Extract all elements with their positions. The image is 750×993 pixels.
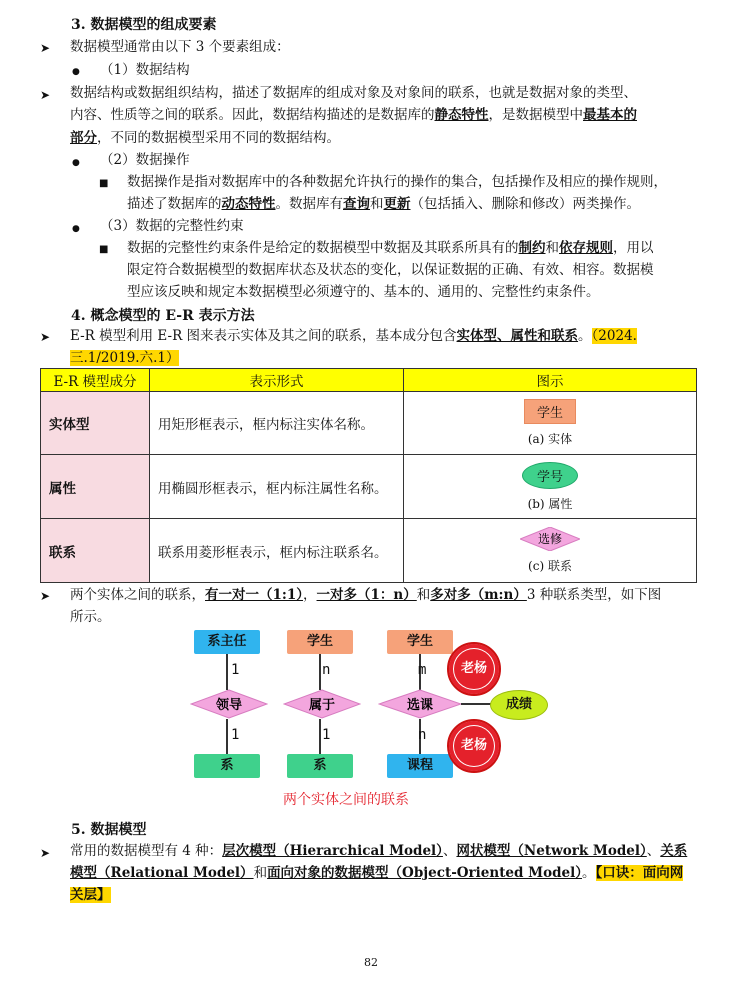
arrow-bullet: ➤ bbox=[40, 846, 51, 860]
para-structure-2: 内容、性质等之间的联系。因此，数据结构描述的是数据库的静态特性，是数据模型中最基本的 bbox=[70, 107, 637, 123]
svg-text:属于: 属于 bbox=[308, 698, 336, 713]
entity-box-dept-2: 系 bbox=[287, 754, 353, 778]
table-header: 图示 bbox=[404, 369, 697, 392]
item-integrity: （3）数据的完整性约束 bbox=[100, 218, 244, 234]
sec3-intro: 数据模型通常由以下 3 个要素组成： bbox=[70, 39, 290, 55]
section-5-title: 5. 数据模型 bbox=[71, 822, 147, 838]
diagram-caption: 两个实体之间的联系 bbox=[283, 792, 409, 808]
para-structure-3: 部分，不同的数据模型采用不同的数据结构。 bbox=[70, 130, 340, 146]
entity-box-course: 课程 bbox=[387, 754, 453, 778]
dot-bullet: ● bbox=[72, 224, 80, 234]
para-integrity-2: 限定符合数据模型的数据库状态及状态的变化，以保证数据的正确、有效、相容。数据模 bbox=[127, 262, 654, 278]
relation-types-para-2: 所示。 bbox=[70, 609, 111, 625]
cardinality-label: m bbox=[418, 662, 427, 678]
dot-bullet: ● bbox=[72, 158, 80, 168]
table-row: 联系 联系用菱形框表示，框内标注联系名。 选修 (c) 联系 bbox=[41, 519, 697, 583]
cardinality-label: 1 bbox=[231, 727, 240, 743]
svg-text:选课: 选课 bbox=[406, 698, 434, 713]
table-header: E-R 模型成分 bbox=[41, 369, 150, 392]
red-seal-stamp: 老杨 bbox=[447, 719, 501, 773]
relationship-diamond-belong bbox=[283, 689, 361, 719]
exam-ref: （2024. bbox=[591, 328, 637, 344]
attribute-ellipse-score: 成绩 bbox=[490, 690, 548, 720]
connector-line bbox=[319, 719, 321, 755]
cardinality-label: n bbox=[418, 727, 427, 743]
er-table bbox=[40, 368, 697, 583]
entity-box-director: 系主任 bbox=[194, 630, 260, 654]
static-feature: 静态特性 bbox=[434, 107, 489, 123]
page-number: 82 bbox=[364, 956, 378, 969]
connector-line bbox=[226, 654, 228, 690]
dot-bullet: ● bbox=[72, 67, 80, 77]
arrow-bullet: ➤ bbox=[40, 88, 51, 102]
arrow-bullet: ➤ bbox=[40, 41, 51, 55]
most-basic: 最基本的 bbox=[583, 107, 637, 123]
relation-types-para: 两个实体之间的联系，有一对一（1:1），一对多（1：n）和多对多（m:n）3 种联系类型，如下图 bbox=[70, 587, 662, 603]
square-bullet: ■ bbox=[99, 178, 109, 189]
svg-text:领导: 领导 bbox=[215, 698, 243, 713]
arrow-bullet: ➤ bbox=[40, 589, 51, 603]
relationship-diamond-enroll bbox=[378, 689, 462, 719]
cardinality-label: 1 bbox=[322, 727, 331, 743]
relationship-diamond-shape bbox=[520, 527, 580, 551]
para-operation-2: 描述了数据库的动态特性。数据库有查询和更新（包括插入、删除和修改）两类操作。 bbox=[127, 196, 640, 212]
sec5-para-1: 常用的数据模型有 4 种：层次模型（Hierarchical Model）、网状模型（Network Model）、关系 bbox=[70, 843, 688, 859]
square-bullet: ■ bbox=[99, 244, 109, 255]
exam-ref-2: 三.1/2019.六.1） bbox=[70, 350, 180, 366]
entity-box-student-2: 学生 bbox=[387, 630, 453, 654]
attribute-ellipse-shape: 学号 bbox=[522, 462, 578, 489]
sec5-para-2: 模型（Relational Model）和面向对象的数据模型（Object-Oriented Model）。【口诀：面向网 bbox=[70, 865, 684, 881]
entity-box-student: 学生 bbox=[287, 630, 353, 654]
connector-line bbox=[319, 654, 321, 690]
cardinality-label: n bbox=[322, 662, 331, 678]
para-integrity-1: 数据的完整性约束条件是给定的数据模型中数据及其联系所具有的制约和依存规则，用以 bbox=[127, 240, 654, 256]
entity-box-dept: 系 bbox=[194, 754, 260, 778]
cardinality-label: 1 bbox=[231, 662, 240, 678]
table-header: 表示形式 bbox=[150, 369, 404, 392]
sec5-para-3: 关层】 bbox=[70, 887, 111, 903]
mnemonic-tip: 【口诀：面向网 bbox=[595, 865, 684, 881]
item-data-operation: （2）数据操作 bbox=[100, 152, 190, 168]
para-integrity-3: 型应该反映和规定本数据模型必须遵守的、基本的、通用的、完整性约束条件。 bbox=[127, 284, 600, 300]
red-seal-stamp: 老杨 bbox=[447, 642, 501, 696]
table-row: 实体型 用矩形框表示，框内标注实体名称。 学生 (a) 实体 bbox=[41, 392, 697, 455]
svg-text:选修: 选修 bbox=[537, 532, 563, 546]
sec4-para: E-R 模型利用 E-R 图来表示实体及其之间的联系，基本成分包含实体型、属性和联系。（2024. bbox=[70, 328, 637, 344]
section-3-title: 3. 数据模型的组成要素 bbox=[71, 17, 217, 33]
relationship-diamond-lead bbox=[190, 689, 268, 719]
item-data-structure: （1）数据结构 bbox=[100, 62, 190, 78]
table-row: 属性 用椭圆形框表示，框内标注属性名称。 学号 (b) 属性 bbox=[41, 455, 697, 519]
connector-line bbox=[461, 703, 491, 705]
arrow-bullet: ➤ bbox=[40, 330, 51, 344]
connector-line bbox=[226, 719, 228, 755]
para-operation-1: 数据操作是指对数据库中的各种数据允许执行的操作的集合，包括操作及相应的操作规则， bbox=[127, 174, 667, 190]
entity-rect-shape: 学生 bbox=[524, 399, 576, 424]
section-4-title: 4. 概念模型的 E-R 表示方法 bbox=[71, 308, 255, 324]
para-structure-1: 数据结构或数据组织结构，描述了数据库的组成对象及对象间的联系，也就是数据对象的类型、 bbox=[70, 85, 637, 101]
